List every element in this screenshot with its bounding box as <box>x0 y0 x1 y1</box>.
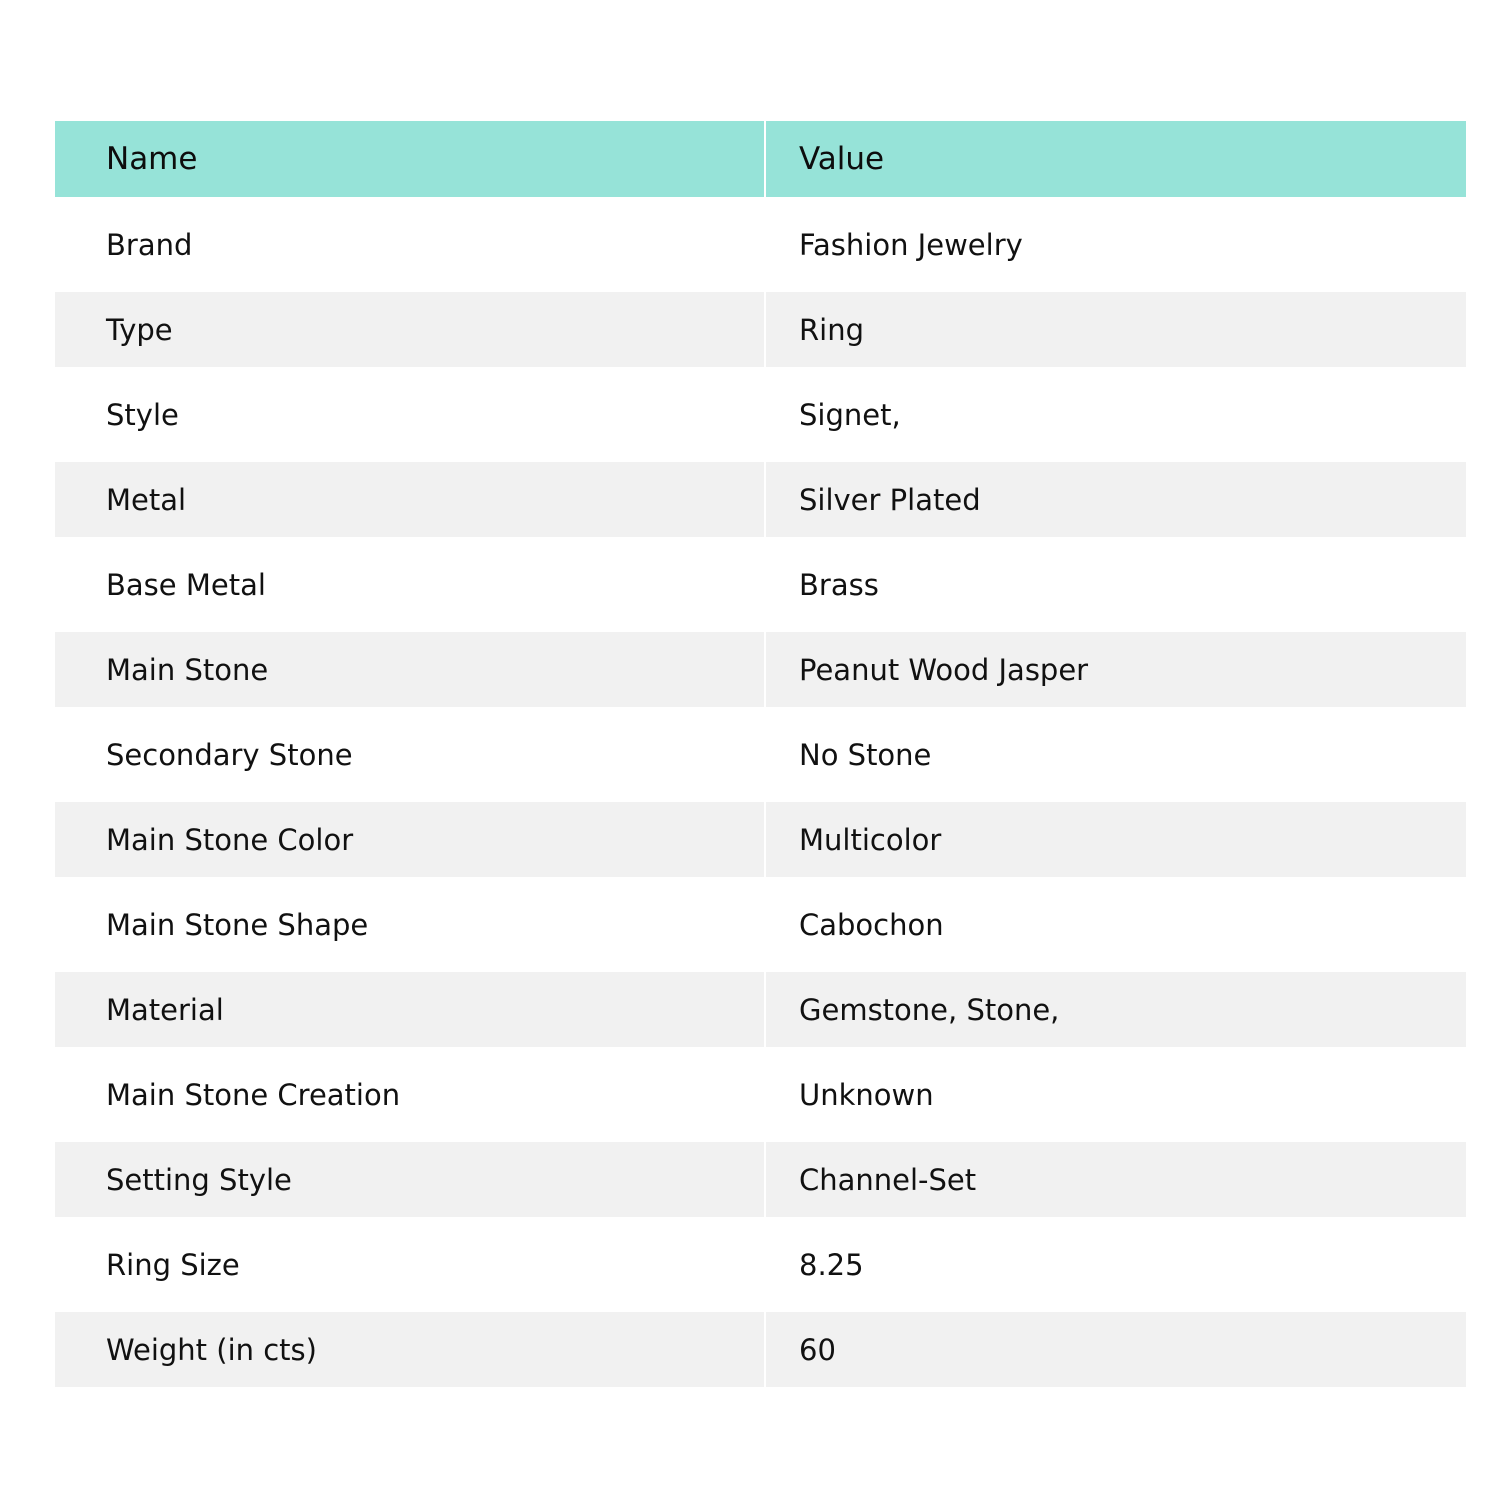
row-name-cell: Main Stone Shape <box>55 877 766 972</box>
row-name-cell: Base Metal <box>55 537 766 632</box>
table-row <box>55 632 1466 707</box>
row-value-cell: 60 <box>766 1312 1466 1387</box>
row-name-cell: Type <box>55 292 766 367</box>
row-name-cell: Brand <box>55 197 766 292</box>
row-name-cell: Setting Style <box>55 1142 766 1217</box>
table-body <box>55 197 1466 1387</box>
table-row <box>55 1142 1466 1217</box>
row-value-cell: Peanut Wood Jasper <box>766 632 1466 707</box>
row-name-cell: Material <box>55 972 766 1047</box>
row-name-cell: Main Stone <box>55 632 766 707</box>
row-value-cell: Silver Plated <box>766 462 1466 537</box>
row-value-cell: Unknown <box>766 1047 1466 1142</box>
table-row <box>55 1312 1466 1387</box>
row-value-cell: Gemstone, Stone, <box>766 972 1466 1047</box>
column-header-value: Value <box>766 121 1466 197</box>
row-name-cell: Main Stone Color <box>55 802 766 877</box>
row-name-cell: Secondary Stone <box>55 707 766 802</box>
table-row <box>55 1217 1466 1312</box>
row-name-cell: Main Stone Creation <box>55 1047 766 1142</box>
row-name-cell: Ring Size <box>55 1217 766 1312</box>
table-row <box>55 292 1466 367</box>
row-value-cell: Fashion Jewelry <box>766 197 1466 292</box>
table-row <box>55 462 1466 537</box>
spec-table <box>55 121 1466 1387</box>
column-header-name: Name <box>55 121 766 197</box>
table-row <box>55 877 1466 972</box>
table-row <box>55 537 1466 632</box>
table-row <box>55 972 1466 1047</box>
header-row <box>55 121 1466 197</box>
table-row <box>55 197 1466 292</box>
table-row <box>55 707 1466 802</box>
row-value-cell: Channel-Set <box>766 1142 1466 1217</box>
row-value-cell: No Stone <box>766 707 1466 802</box>
row-name-cell: Metal <box>55 462 766 537</box>
table-row <box>55 1047 1466 1142</box>
table-row <box>55 802 1466 877</box>
row-name-cell: Style <box>55 367 766 462</box>
table-row <box>55 367 1466 462</box>
row-value-cell: Multicolor <box>766 802 1466 877</box>
row-value-cell: Brass <box>766 537 1466 632</box>
row-value-cell: Ring <box>766 292 1466 367</box>
row-value-cell: 8.25 <box>766 1217 1466 1312</box>
table-header <box>55 121 1466 197</box>
row-name-cell: Weight (in cts) <box>55 1312 766 1387</box>
row-value-cell: Cabochon <box>766 877 1466 972</box>
row-value-cell: Signet, <box>766 367 1466 462</box>
